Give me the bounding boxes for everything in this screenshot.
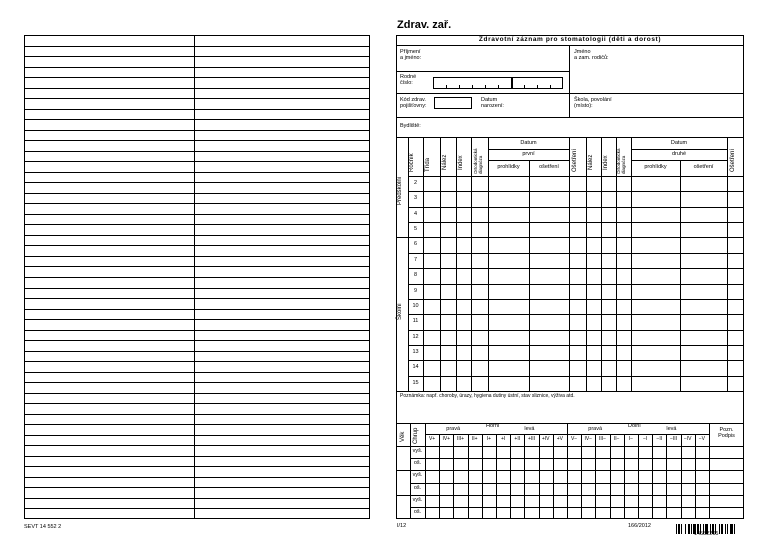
exam-first-label: první bbox=[522, 151, 535, 157]
form-title: Zdravotní záznam pro stomatologii (děti a dorost) bbox=[478, 36, 662, 43]
teeth-row-line bbox=[396, 495, 744, 496]
exam-header-line bbox=[488, 149, 569, 150]
teeth-lower-label: Dolní bbox=[628, 423, 641, 429]
teeth-dentition-header: Chrup bbox=[413, 427, 419, 444]
teeth-upper-right-label: pravá bbox=[446, 426, 461, 432]
parent-label: Jméno a zam. rodičů: bbox=[574, 49, 609, 62]
exam-year-label: 8 bbox=[413, 272, 418, 279]
left-row-line bbox=[24, 193, 370, 194]
exam-preschool-label: Předškolní bbox=[397, 176, 403, 205]
left-row-line bbox=[24, 319, 370, 320]
teeth-row-label: vyš. bbox=[412, 472, 423, 479]
teeth-row-label: oš. bbox=[413, 460, 422, 467]
tooth-upper-label: I+ bbox=[486, 436, 492, 442]
left-row-line bbox=[24, 203, 370, 204]
barcode-bar bbox=[676, 524, 677, 534]
left-row-line bbox=[24, 151, 370, 152]
exam-year-label: 7 bbox=[413, 256, 418, 263]
teeth-row-label: oš. bbox=[413, 509, 422, 515]
exam-date-header-1: Datum bbox=[520, 140, 537, 146]
exam-ortho-header-1: Ortodontická diagnóza bbox=[473, 148, 483, 174]
exam-header-line bbox=[631, 160, 727, 161]
exam-treatment-label-1: ošetření bbox=[539, 164, 559, 170]
exam-col-line bbox=[680, 160, 681, 391]
birth-number-tick bbox=[485, 85, 486, 89]
exam-year-label: 3 bbox=[413, 195, 418, 202]
teeth-lower-left-label: levá bbox=[666, 426, 677, 432]
exam-row-line bbox=[408, 253, 744, 254]
birth-number-tick bbox=[472, 85, 473, 89]
left-row-line bbox=[24, 224, 370, 225]
left-row-line bbox=[24, 172, 370, 173]
barcode-bar bbox=[727, 524, 728, 534]
exam-year-label: 5 bbox=[413, 226, 418, 233]
left-row-line bbox=[24, 456, 370, 457]
left-row-line bbox=[24, 109, 370, 110]
exam-ortho-header-2: Ortodontická diagnóza bbox=[616, 148, 626, 174]
left-row-line bbox=[24, 77, 370, 78]
exam-row-line bbox=[408, 330, 744, 331]
barcode-number: 14552205 bbox=[694, 531, 719, 537]
insurer-code-field[interactable] bbox=[434, 97, 472, 109]
left-row-line bbox=[24, 56, 370, 57]
tooth-upper-label: V+ bbox=[428, 436, 436, 442]
tooth-upper-label: +V bbox=[556, 436, 564, 442]
teeth-upper-label: Horní bbox=[486, 423, 500, 429]
teeth-upper-left-label: levá bbox=[524, 426, 535, 432]
left-row-line bbox=[24, 508, 370, 509]
left-row-line bbox=[24, 161, 370, 162]
teeth-row-label: oš. bbox=[413, 484, 422, 491]
exam-row-line bbox=[396, 237, 744, 238]
teeth-lower-right-label: pravá bbox=[588, 426, 603, 432]
tooth-upper-label: +IV bbox=[541, 436, 550, 442]
exam-row-line bbox=[408, 360, 744, 361]
birth-date-label: Datum narození: bbox=[481, 97, 504, 110]
teeth-row-line bbox=[410, 507, 744, 508]
tooth-lower-label: −II bbox=[656, 436, 663, 442]
exam-treatment-label-2: ošetření bbox=[693, 164, 714, 170]
left-row-line bbox=[24, 298, 370, 299]
exam-year-label: 6 bbox=[413, 241, 418, 248]
barcode-bar bbox=[691, 524, 692, 534]
exam-row-line bbox=[408, 299, 744, 300]
exam-row-line bbox=[408, 376, 744, 377]
left-row-line bbox=[24, 119, 370, 120]
birth-number-tick bbox=[446, 85, 447, 89]
teeth-header-line bbox=[425, 434, 709, 435]
left-row-line bbox=[24, 277, 370, 278]
exam-row-line bbox=[408, 191, 744, 192]
exam-row-line bbox=[408, 222, 744, 223]
birth-number-tick bbox=[459, 85, 460, 89]
exam-year-label: 11 bbox=[412, 318, 419, 325]
tooth-upper-label: II+ bbox=[471, 436, 478, 442]
teeth-row-label: vyš. bbox=[412, 496, 423, 503]
left-row-line bbox=[24, 466, 370, 467]
tooth-lower-label: IV− bbox=[584, 436, 593, 442]
teeth-signature-label: Pozn. Podpis bbox=[718, 427, 735, 440]
birth-number-tick bbox=[524, 85, 525, 89]
tooth-upper-label: III+ bbox=[456, 436, 465, 442]
left-row-line bbox=[24, 98, 370, 99]
left-row-line bbox=[24, 288, 370, 289]
exam-col-line bbox=[529, 160, 530, 391]
left-row-line bbox=[24, 393, 370, 394]
left-row-line bbox=[24, 372, 370, 373]
address-label: Bydliště: bbox=[400, 123, 421, 129]
left-row-line bbox=[24, 235, 370, 236]
barcode-bar bbox=[725, 524, 726, 534]
left-row-line bbox=[24, 330, 370, 331]
exam-finding-header-2: Nález bbox=[588, 154, 594, 170]
barcode-bar bbox=[730, 524, 733, 534]
tooth-lower-label: −III bbox=[669, 436, 678, 442]
exam-header-line bbox=[408, 176, 744, 177]
barcode bbox=[676, 521, 744, 531]
birth-number-label: Rodné číslo: bbox=[400, 74, 417, 87]
birth-number-tick bbox=[537, 85, 538, 89]
org-label: Zdrav. zař. bbox=[397, 19, 452, 31]
edition-code: 166/2012 bbox=[628, 523, 651, 529]
page-code: I/12 bbox=[397, 523, 407, 529]
teeth-row-label: vyš. bbox=[412, 448, 423, 454]
barcode-bar bbox=[681, 524, 682, 534]
left-ruled-page bbox=[24, 35, 370, 519]
left-row-line bbox=[24, 424, 370, 425]
teeth-row-line bbox=[410, 458, 744, 459]
teeth-row-line bbox=[410, 483, 744, 484]
tooth-lower-label: −V bbox=[698, 436, 706, 442]
exam-index-header-2: Index bbox=[603, 155, 609, 170]
tooth-lower-label: V− bbox=[570, 436, 578, 442]
tooth-lower-label: −I bbox=[642, 436, 648, 442]
left-row-line bbox=[24, 46, 370, 47]
exam-header-line bbox=[631, 149, 727, 150]
left-row-line bbox=[24, 435, 370, 436]
exam-inspection-label-1: prohlídky bbox=[497, 164, 520, 170]
exam-year-label: 13 bbox=[412, 348, 419, 355]
exam-year-label: 12 bbox=[412, 333, 419, 340]
teeth-age-header: Věk bbox=[400, 431, 406, 442]
exam-date-header-2: Datum bbox=[670, 140, 688, 146]
barcode-bar bbox=[688, 524, 690, 534]
exam-row-line bbox=[408, 207, 744, 208]
birth-number-tick bbox=[550, 85, 551, 89]
barcode-bar bbox=[719, 524, 720, 534]
left-row-line bbox=[24, 403, 370, 404]
birth-number-tick bbox=[498, 85, 499, 89]
school-label: Škola, povolání (místo): bbox=[574, 97, 612, 110]
barcode-bar bbox=[678, 524, 680, 534]
left-row-line bbox=[24, 414, 370, 415]
exam-inspection-label-2: prohlídky bbox=[644, 164, 667, 170]
tooth-lower-label: III− bbox=[598, 436, 607, 442]
exam-class-header: Třída bbox=[425, 157, 431, 172]
tooth-upper-label: IV+ bbox=[442, 436, 451, 442]
teeth-header-line bbox=[396, 446, 744, 447]
left-row-line bbox=[24, 487, 370, 488]
exam-care-header-1: Ošetření bbox=[572, 148, 578, 172]
exam-row-line bbox=[408, 314, 744, 315]
left-row-line bbox=[24, 245, 370, 246]
left-row-line bbox=[24, 266, 370, 267]
exam-second-label: druhé bbox=[671, 151, 687, 157]
tooth-upper-label: +III bbox=[527, 436, 536, 442]
exam-year-header: Ročník bbox=[409, 153, 415, 172]
left-row-line bbox=[24, 214, 370, 215]
tooth-upper-label: +II bbox=[514, 436, 521, 442]
tooth-lower-label: −IV bbox=[683, 436, 692, 442]
left-footer-code: SEVT 14 552 2 bbox=[24, 524, 62, 530]
exam-year-label: 9 bbox=[413, 287, 418, 294]
exam-row-line bbox=[408, 284, 744, 285]
left-row-line bbox=[24, 351, 370, 352]
tooth-lower-label: I− bbox=[628, 436, 634, 442]
exam-index-header-1: Index bbox=[458, 155, 464, 170]
barcode-bar bbox=[685, 524, 686, 534]
teeth-row-line bbox=[396, 470, 744, 471]
barcode-bar bbox=[721, 524, 723, 534]
left-row-line bbox=[24, 361, 370, 362]
exam-header-line bbox=[488, 160, 569, 161]
insurer-code-label: Kód zdrav. pojišťovny: bbox=[400, 97, 427, 110]
barcode-bar bbox=[734, 524, 735, 534]
left-row-line bbox=[24, 182, 370, 183]
exam-year-label: 2 bbox=[413, 180, 418, 186]
exam-year-label: 10 bbox=[412, 302, 419, 309]
left-row-line bbox=[24, 477, 370, 478]
left-row-line bbox=[24, 309, 370, 310]
exam-year-label: 4 bbox=[413, 210, 418, 217]
left-row-line bbox=[24, 88, 370, 89]
exam-row-line bbox=[408, 268, 744, 269]
left-row-line bbox=[24, 382, 370, 383]
exam-care-header-3: Ošetření bbox=[730, 148, 736, 172]
tooth-lower-label: II− bbox=[613, 436, 620, 442]
exam-finding-header-1: Nález bbox=[442, 154, 448, 170]
exam-year-label: 14 bbox=[412, 364, 419, 371]
left-row-line bbox=[24, 140, 370, 141]
exam-row-line bbox=[408, 345, 744, 346]
exam-year-label: 15 bbox=[412, 379, 419, 386]
left-row-line bbox=[24, 498, 370, 499]
tooth-upper-label: +I bbox=[500, 436, 506, 442]
surname-label: Příjmení a jméno: bbox=[400, 49, 422, 62]
left-row-line bbox=[24, 130, 370, 131]
birth-number-separator bbox=[511, 78, 513, 88]
left-row-line bbox=[24, 445, 370, 446]
left-row-line bbox=[24, 340, 370, 341]
left-row-line bbox=[24, 67, 370, 68]
left-row-line bbox=[24, 256, 370, 257]
note-label: Poznámka: např. choroby, úrazy, hygiena dutiny ústní, stav sliznice, výživa atd. bbox=[400, 393, 575, 399]
exam-school-label: Školní bbox=[397, 303, 403, 320]
